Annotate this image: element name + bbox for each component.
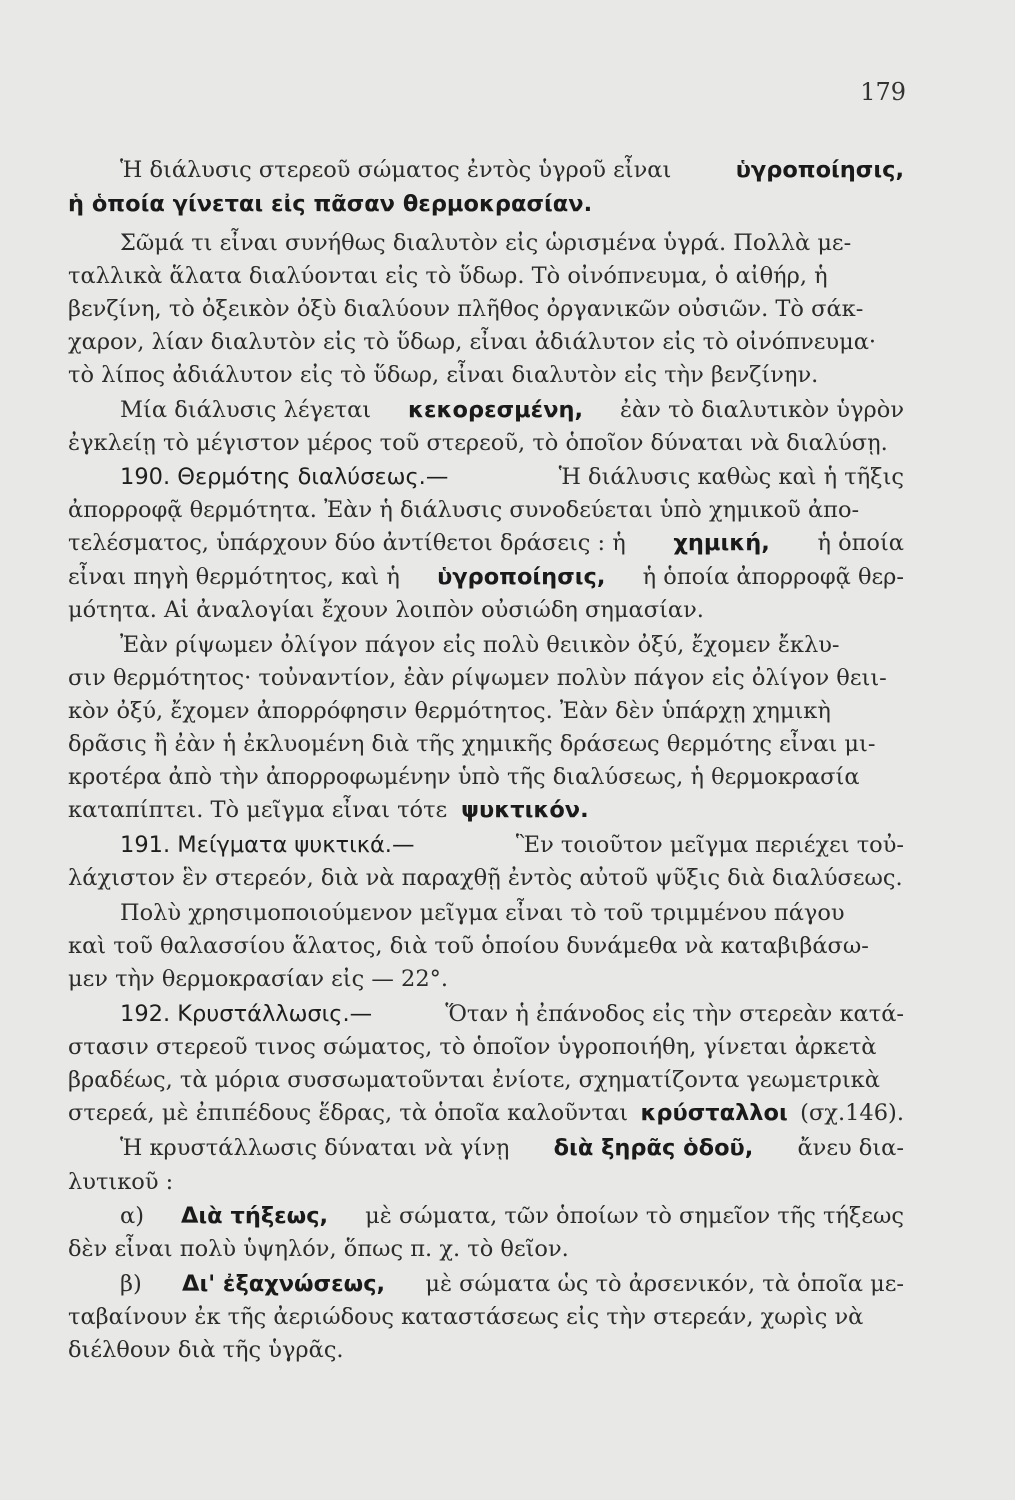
text-line (120, 996, 904, 1032)
text-line (68, 1062, 904, 1098)
bold-term: ὑγροποίησις, (437, 564, 606, 590)
text-line (68, 291, 904, 327)
text-line (68, 792, 904, 828)
text-line (68, 492, 904, 528)
text-segment: κροτέρα ἀπὸ τὴν ἀπορροφωμένην ὑπὸ τῆς διαλύσεως, ἡ θερμοκρασία (68, 764, 860, 790)
section-heading: 190. Θερμότης διαλύσεως.— (120, 464, 449, 490)
text-line (68, 860, 904, 896)
text-segment: Ἓν τοιοῦτον μεῖγμα περιέχει τοὐ- (515, 832, 904, 858)
text-line (120, 225, 904, 261)
text-segment: λυτικοῦ : (68, 1169, 174, 1195)
bold-term: Διὰ τήξεως, (180, 1203, 329, 1229)
text-line (68, 357, 904, 393)
text-segment: ταβαίνουν ἐκ τῆς ἀεριώδους καταστάσεως εἰς τὴν στερεάν, χωρὶς νὰ (68, 1304, 864, 1330)
text-line (68, 759, 904, 795)
text-segment: μότητα. Αἱ ἀναλογίαι ἔχουν λοιπὸν οὐσιώδη σημασίαν. (68, 597, 704, 623)
text-segment: διέλθουν διὰ τῆς ὑγρᾶς. (68, 1337, 344, 1363)
text-segment: β) (120, 1271, 142, 1297)
text-line (68, 1164, 904, 1200)
text-line (68, 525, 904, 561)
text-segment: ἡ ὁποία ἀπορροφᾷ θερ- (642, 564, 904, 590)
text-segment: στασιν στερεοῦ τινος σώματος, τὸ ὁποῖον ὑγροποιήθη, γίνεται ἀρκετὰ (68, 1034, 877, 1060)
text-line (68, 693, 904, 729)
text-segment: ἐγκλείῃ τὸ μέγιστον μέρος τοῦ στερεοῦ, τὸ ὁποῖον δύναται νὰ διαλύσῃ. (68, 430, 888, 456)
text-line (68, 186, 904, 222)
text-segment: μεν τὴν θερμοκρασίαν εἰς — 22°. (68, 966, 449, 992)
text-segment: Πολὺ χρησιμοποιούμενον μεῖγμα εἶναι τὸ τοῦ τριμμένου πάγου (120, 900, 845, 926)
text-line (68, 258, 904, 294)
text-segment: δρᾶσις ἢ ἐὰν ἡ ἐκλυομένη διὰ τῆς χημικῆς δράσεως θερμότης εἶναι μι- (68, 731, 876, 757)
text-line (68, 1332, 904, 1368)
text-line (68, 928, 904, 964)
text-segment: καταπίπτει. Τὸ μεῖγμα εἶναι τότε (68, 797, 448, 823)
text-segment: ἡ ὁποία (817, 530, 904, 556)
text-segment: Ἡ διάλυσις στερεοῦ σώματος ἐντὸς ὑγροῦ εἶναι (120, 157, 672, 183)
page-number: 179 (860, 78, 906, 106)
text-segment: κὸν ὀξύ, ἔχομεν ἀπορρόφησιν θερμότητος. Ἐὰν δὲν ὑπάρχῃ χημικὴ (68, 698, 831, 724)
bold-term: ἡ ὁποία γίνεται εἰς πᾶσαν θερμοκρασίαν. (68, 191, 593, 217)
text-segment: δὲν εἶναι πολὺ ὑψηλόν, ὅπως π. χ. τὸ θεῖον. (68, 1236, 569, 1262)
text-line (120, 1266, 904, 1302)
text-segment: στερεά, μὲ ἐπιπέδους ἕδρας, τὰ ὁποῖα καλοῦνται (68, 1100, 629, 1126)
text-segment: λάχιστον ἓν στερεόν, διὰ νὰ παραχθῇ ἐντὸς αὐτοῦ ψῦξις διὰ διαλύσεως. (68, 865, 903, 891)
text-line (120, 392, 904, 428)
text-segment: σιν θερμότητος· τοὐναντίον, ἐὰν ρίψωμεν πολὺν πάγον εἰς ὀλίγον θειι- (68, 665, 887, 691)
text-line (68, 1231, 904, 1267)
text-segment: ταλλικὰ ἅλατα διαλύονται εἰς τὸ ὕδωρ. Τὸ οἰνόπνευμα, ὁ αἰθήρ, ἡ (68, 263, 828, 289)
text-segment: Μία διάλυσις λέγεται (120, 397, 372, 423)
text-segment: μὲ σώματα ὡς τὸ ἀρσενικόν, τὰ ὁποῖα με- (425, 1271, 904, 1297)
text-segment: βενζίνη, τὸ ὀξεικὸν ὀξὺ διαλύουν πλῆθος ὀργανικῶν οὐσιῶν. Τὸ σάκ- (68, 296, 864, 322)
text-line (68, 726, 904, 762)
text-line (68, 559, 904, 595)
bold-term: Δι' ἐξαχνώσεως, (182, 1271, 386, 1297)
text-segment: χαρον, λίαν διαλυτὸν εἰς τὸ ὕδωρ, εἶναι ἀδιάλυτον εἰς τὸ οἰνόπνευμα· (68, 329, 877, 355)
text-segment: Ἡ κρυστάλλωσις δύναται νὰ γίνῃ (120, 1135, 510, 1161)
bold-term: ὑγροποίησις, (735, 157, 904, 183)
bold-term: διὰ ξηρᾶς ὁδοῦ, (553, 1135, 754, 1161)
text-segment: μὲ σώματα, τῶν ὁποίων τὸ σημεῖον τῆς τήξεως (365, 1203, 904, 1229)
bold-term: κρύσταλλοι (640, 1100, 788, 1126)
text-line (68, 1095, 904, 1131)
text-line (68, 1029, 904, 1065)
text-line (68, 660, 904, 696)
text-segment: ἄνευ δια- (797, 1135, 904, 1161)
text-segment: (σχ.146). (800, 1100, 904, 1126)
text-line (120, 895, 904, 931)
section-heading: 191. Μείγματα ψυκτικά.— (120, 832, 415, 858)
text-segment: Ἡ διάλυσις καθὼς καὶ ἡ τῆξις (558, 464, 904, 490)
text-segment: Ὅταν ἡ ἐπάνοδος εἰς τὴν στερεὰν κατά- (445, 1001, 904, 1027)
text-line (68, 961, 904, 997)
text-segment: τὸ λίπος ἀδιάλυτον εἰς τὸ ὕδωρ, εἶναι διαλυτὸν εἰς τὴν βενζίνην. (68, 362, 819, 388)
text-segment: ἐὰν τὸ διαλυτικὸν ὑγρὸν (619, 397, 904, 423)
text-segment: Σῶμά τι εἶναι συνήθως διαλυτὸν εἰς ὡρισμένα ὑγρά. Πολλὰ με- (120, 230, 852, 256)
section-heading: 192. Κρυστάλλωσις.— (120, 1001, 373, 1027)
bold-term: χημική, (673, 530, 770, 556)
text-segment: Ἐὰν ρίψωμεν ὀλίγον πάγον εἰς πολὺ θειικὸν ὀξύ, ἔχομεν ἔκλυ- (120, 632, 840, 658)
text-line (120, 827, 904, 863)
text-segment: α) (120, 1203, 144, 1229)
text-segment: ἀπορροφᾷ θερμότητα. Ἐὰν ἡ διάλυσις συνοδεύεται ὑπὸ χημικοῦ ἀπο- (68, 497, 860, 523)
text-line (120, 459, 904, 495)
text-line (120, 152, 904, 188)
bold-term: ψυκτικόν. (461, 797, 589, 823)
text-segment: καὶ τοῦ θαλασσίου ἅλατος, διὰ τοῦ ὁποίου δυνάμεθα νὰ καταβιβάσω- (68, 933, 869, 959)
bold-term: κεκορεσμένη, (408, 397, 584, 423)
text-line (120, 627, 904, 663)
text-segment: τελέσματος, ὑπάρχουν δύο ἀντίθετοι δράσεις : ἡ (68, 530, 626, 556)
text-line (68, 1299, 904, 1335)
text-segment: εἶναι πηγὴ θερμότητος, καὶ ἡ (68, 564, 400, 590)
text-line (120, 1198, 904, 1234)
text-line (68, 324, 904, 360)
text-line (68, 592, 904, 628)
text-line (68, 425, 904, 461)
text-line (120, 1130, 904, 1166)
text-segment: βραδέως, τὰ μόρια συσσωματοῦνται ἐνίοτε, σχηματίζοντα γεωμετρικὰ (68, 1067, 880, 1093)
